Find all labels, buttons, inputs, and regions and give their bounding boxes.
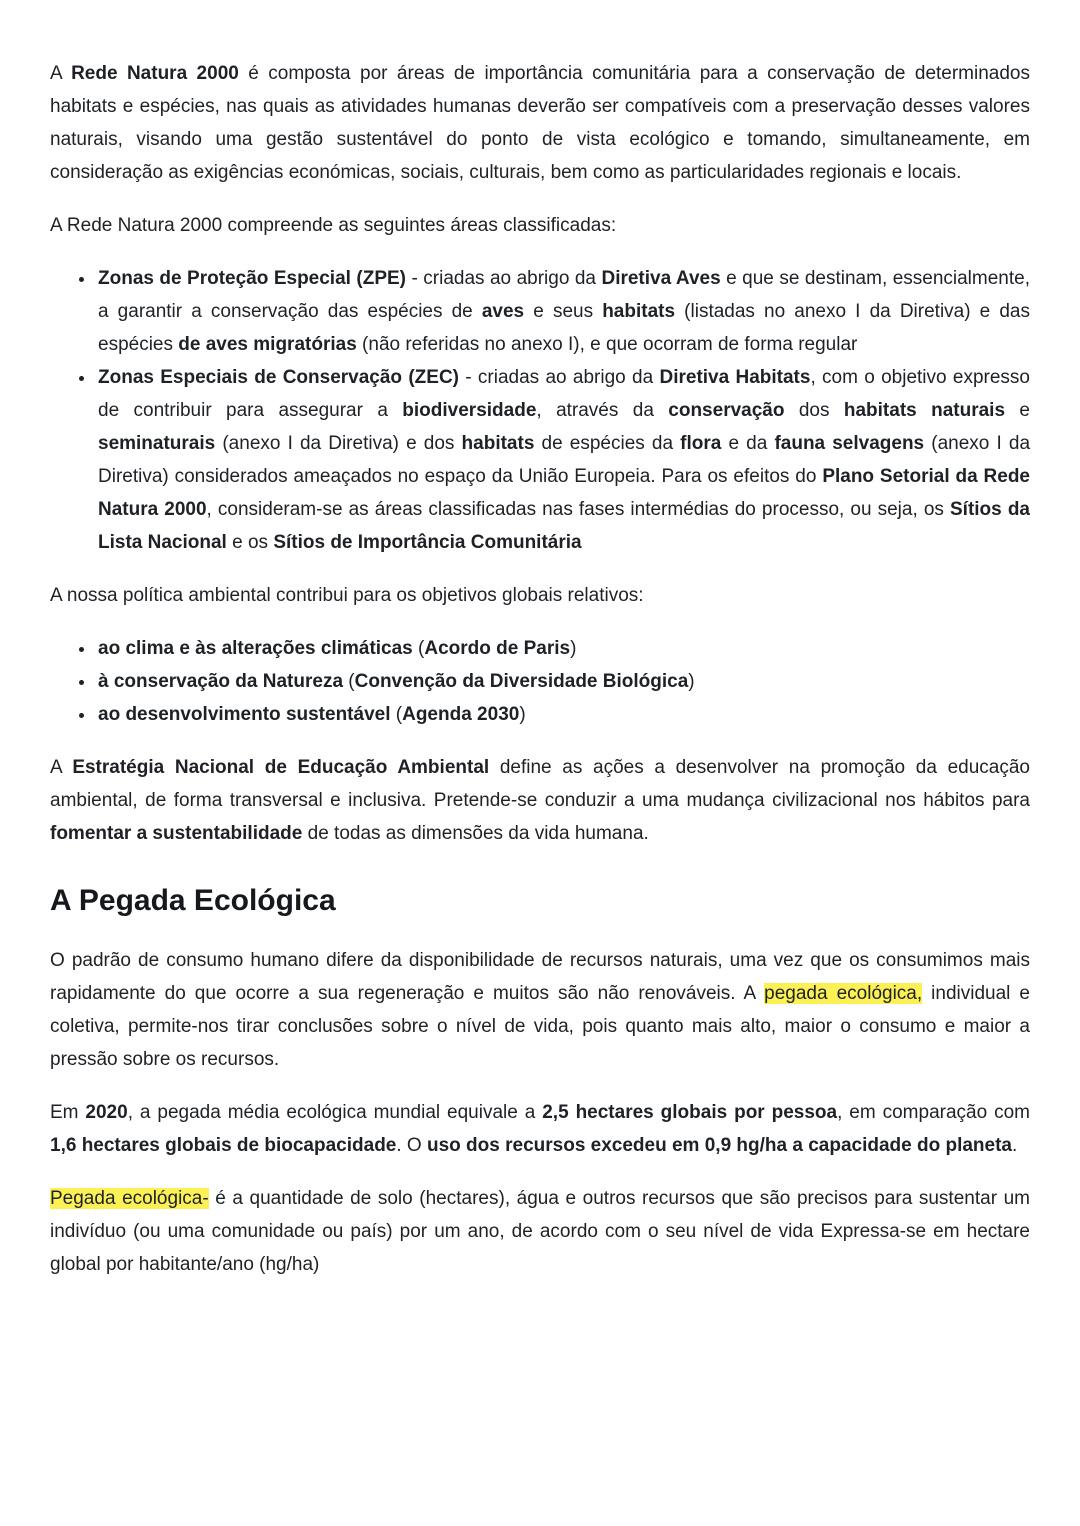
text-run: e os bbox=[226, 532, 274, 553]
bold-text: Sítios de Importância Comunitária bbox=[273, 532, 582, 553]
text-run: (anexo I da Diretiva) considerados ameaçados no espaço da União Europeia. Para os efeitos do bbox=[98, 433, 1031, 487]
bold-text: uso dos recursos excedeu em 0,9 hg/ha a capacidade do planeta bbox=[427, 1135, 1012, 1156]
text-run: define as ações a desenvolver na promoção da educação ambiental, de forma transversal e inclusiva. Pretende-se conduzir a uma mudança civilizacional nos hábitos para bbox=[50, 757, 1030, 811]
bold-text: aves bbox=[481, 301, 525, 322]
bold-text: Convenção da Diversidade Biológica bbox=[354, 671, 689, 692]
text-run: ( bbox=[412, 638, 425, 659]
bold-text: Rede Natura 2000 bbox=[71, 63, 239, 84]
text-run: . bbox=[1012, 1135, 1018, 1156]
list-item-climate bbox=[96, 632, 1030, 665]
text-run: é a quantidade de solo (hectares), água e outros recursos que são precisos para sustentar um indivíduo (ou uma comunidade ou país) por um ano, de acordo com o seu nível de vida Expressa-se em hectare global por habitante/ano (hg/ha) bbox=[50, 1188, 1030, 1275]
bold-text: Plano Setorial da Rede Natura 2000 bbox=[98, 466, 1030, 520]
highlighted-text: pegada ecológica, bbox=[764, 983, 923, 1004]
paragraph-2020-footprint-data bbox=[50, 1096, 1030, 1162]
paragraph-education-strategy bbox=[50, 751, 1030, 850]
text-run: e que se destinam, essencialmente, a garantir a conservação das espécies de bbox=[98, 268, 1030, 322]
bold-text: conservação bbox=[668, 400, 785, 421]
text-run: (listadas no anexo I da Diretiva) e das espécies bbox=[98, 301, 1030, 355]
text-run: A bbox=[50, 757, 73, 778]
text-run: ( bbox=[390, 704, 403, 725]
text-run: dos bbox=[784, 400, 844, 421]
text-run: ( bbox=[343, 671, 355, 692]
text-run: Em bbox=[50, 1102, 86, 1123]
text-run: e da bbox=[721, 433, 775, 454]
classified-areas-list bbox=[50, 262, 1030, 559]
bold-text: Acordo de Paris bbox=[424, 638, 571, 659]
highlighted-text: Pegada ecológica- bbox=[50, 1188, 209, 1209]
text-run: , com o objetivo expresso de contribuir para assegurar a bbox=[98, 367, 1030, 421]
bold-text: Zonas Especiais de Conservação (ZEC) bbox=[98, 367, 459, 388]
bold-text: ao clima e às alterações climáticas bbox=[98, 638, 413, 659]
bold-text: ao desenvolvimento sustentável bbox=[98, 704, 391, 725]
text-run: , através da bbox=[536, 400, 669, 421]
bold-text: Estratégia Nacional de Educação Ambiental bbox=[72, 757, 490, 778]
bold-text: Diretiva Habitats bbox=[659, 367, 811, 388]
text-run: . O bbox=[396, 1135, 427, 1156]
text-run: e seus bbox=[524, 301, 603, 322]
text-run: (anexo I da Diretiva) e dos bbox=[215, 433, 462, 454]
paragraph-consumption-pattern bbox=[50, 944, 1030, 1076]
text-run: A Rede Natura 2000 compreende as seguintes áreas classificadas: bbox=[50, 215, 617, 236]
section-heading-pegada-ecologica: A Pegada Ecológica bbox=[50, 884, 336, 917]
paragraph-rede-natura-intro bbox=[50, 57, 1030, 189]
text-run: O padrão de consumo humano difere da disponibilidade de recursos naturais, uma vez que os consumimos mais rapidamente do que ocorre a sua regeneração e muitos são não renováveis. A bbox=[50, 950, 1030, 1004]
bold-text: biodiversidade bbox=[402, 400, 537, 421]
bold-text: habitats bbox=[602, 301, 676, 322]
text-run: de espécies da bbox=[534, 433, 681, 454]
bold-text: de aves migratórias bbox=[178, 334, 357, 355]
bold-text: flora bbox=[680, 433, 722, 454]
bold-text: 2020 bbox=[85, 1102, 128, 1123]
list-item-zpe bbox=[96, 262, 1030, 361]
list-item-sustainable-development bbox=[96, 698, 1030, 731]
text-run: - criadas ao abrigo da bbox=[459, 367, 660, 388]
text-run: e bbox=[1005, 400, 1030, 421]
bold-text: 1,6 hectares globais de biocapacidade bbox=[50, 1135, 397, 1156]
global-objectives-list bbox=[50, 632, 1030, 731]
bold-text: 2,5 hectares globais por pessoa bbox=[542, 1102, 838, 1123]
text-run: de todas as dimensões da vida humana. bbox=[302, 823, 649, 844]
bold-text: Agenda 2030 bbox=[402, 704, 520, 725]
text-run: ) bbox=[519, 704, 526, 725]
text-run: A nossa política ambiental contribui para os objetivos globais relativos: bbox=[50, 585, 644, 606]
text-run: - criadas ao abrigo da bbox=[406, 268, 602, 289]
text-run: (não referidas no anexo I), e que ocorram de forma regular bbox=[356, 334, 858, 355]
text-run: A bbox=[50, 63, 72, 84]
list-item-zec bbox=[96, 361, 1030, 559]
text-run: ) bbox=[688, 671, 695, 692]
bold-text: Diretiva Aves bbox=[601, 268, 721, 289]
text-run: ) bbox=[570, 638, 577, 659]
text-run: , a pegada média ecológica mundial equivale a bbox=[127, 1102, 543, 1123]
text-run: , em comparação com bbox=[837, 1102, 1030, 1123]
paragraph-environment-policy-intro bbox=[50, 579, 1030, 612]
text-run: é composta por áreas de importância comunitária para a conservação de determinados habitats e espécies, nas quais as atividades humanas deverão ser compatíveis com a preservação desses valores naturais, visando uma gestão sustentável do ponto de vista ecológico e tomando, simultaneamente, em consideração as exigências económicas, sociais, culturais, bem como as particularidades regionais e locais. bbox=[50, 63, 1030, 183]
bold-text: fomentar a sustentabilidade bbox=[50, 823, 303, 844]
list-item-nature-conservation bbox=[96, 665, 1030, 698]
text-run: individual e coletiva, permite-nos tirar conclusões sobre o nível de vida, pois quanto mais alto, maior o consumo e maior a pressão sobre os recursos. bbox=[50, 983, 1030, 1070]
paragraph-classified-areas-intro bbox=[50, 209, 1030, 242]
bold-text: fauna selvagens bbox=[774, 433, 925, 454]
paragraph-footprint-definition bbox=[50, 1182, 1030, 1281]
bold-text: seminaturais bbox=[98, 433, 216, 454]
bold-text: habitats bbox=[461, 433, 535, 454]
bold-text: à conservação da Natureza bbox=[98, 671, 344, 692]
text-run: , consideram-se as áreas classificadas nas fases intermédias do processo, ou seja, os bbox=[206, 499, 950, 520]
bold-text: habitats naturais bbox=[843, 400, 1006, 421]
bold-text: Sítios da Lista Nacional bbox=[98, 499, 1030, 553]
bold-text: Zonas de Proteção Especial (ZPE) bbox=[98, 268, 407, 289]
